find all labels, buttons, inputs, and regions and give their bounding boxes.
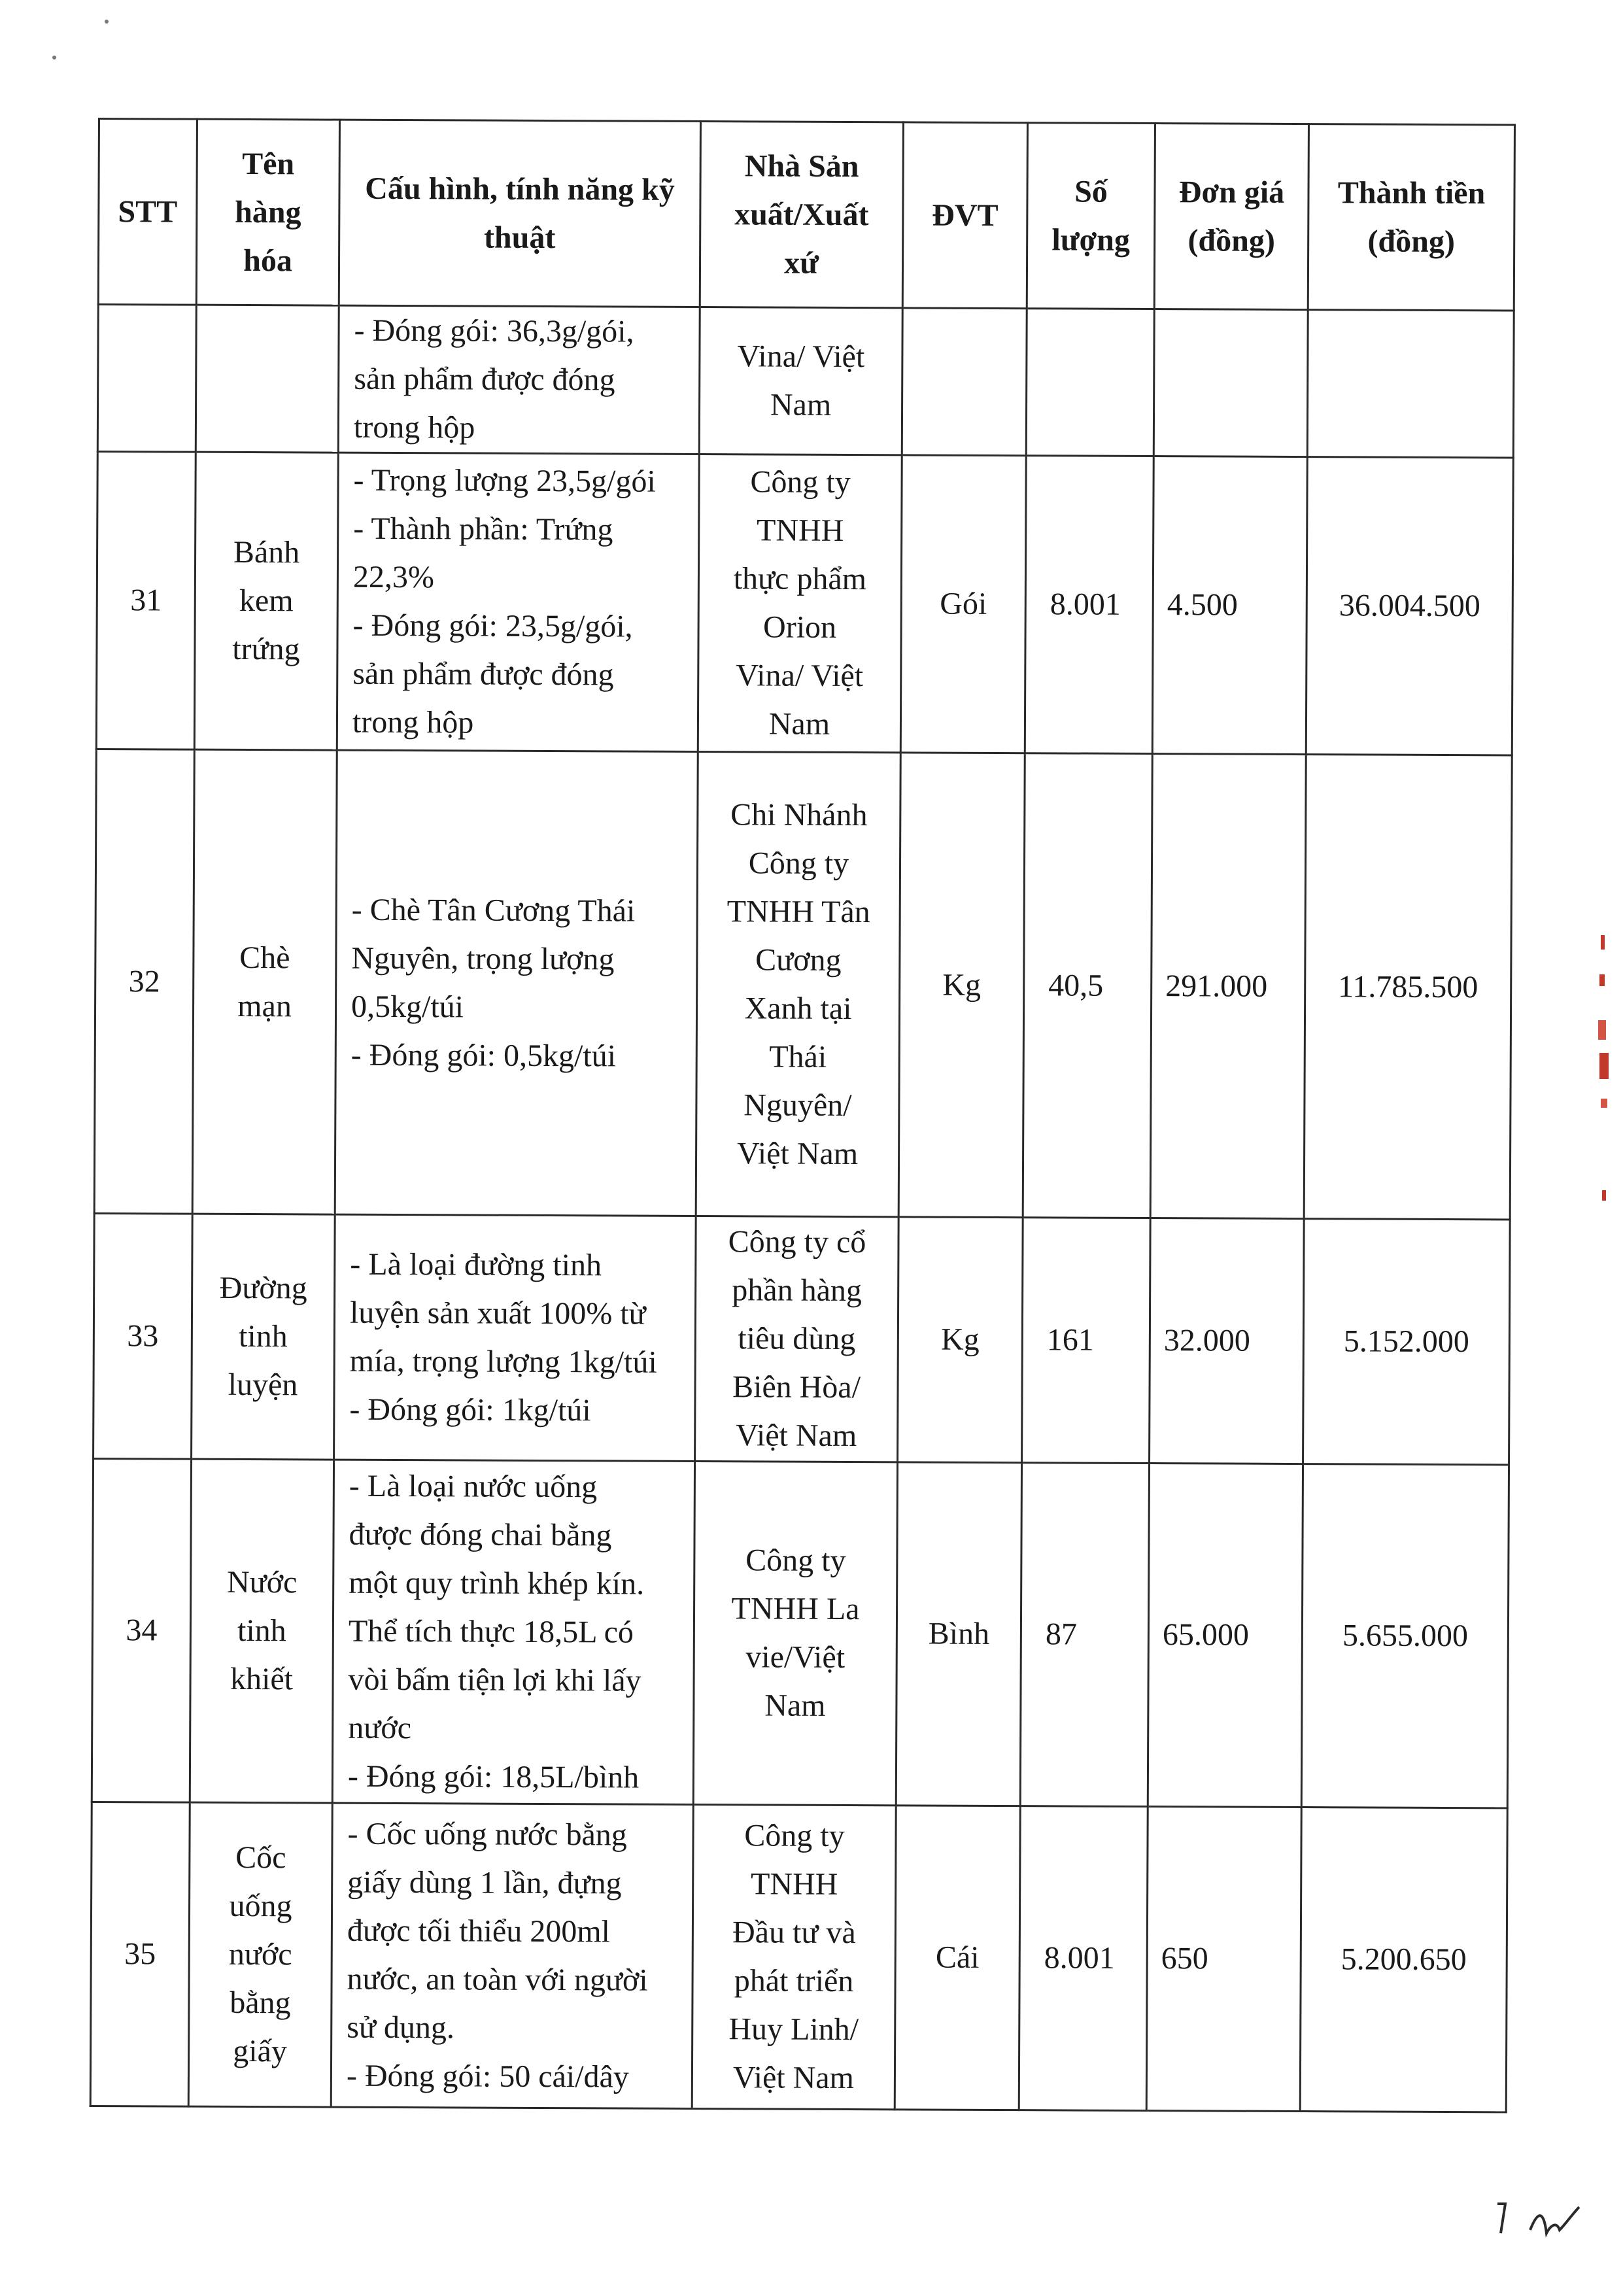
- cell-text-line: Chi Nhánh: [730, 797, 868, 832]
- cell-text-line: - Thành phần: Trứng: [353, 511, 613, 547]
- header-unit-price: [1154, 124, 1308, 310]
- cell-specification: [332, 1460, 694, 1804]
- header-name: [196, 119, 339, 305]
- cell-stt: [97, 305, 196, 453]
- table-body: [90, 305, 1514, 2112]
- cell-text-line: trứng: [232, 631, 300, 667]
- header-manufacturer: [700, 122, 903, 308]
- cell-total: 11.785.500: [1304, 755, 1512, 1220]
- cell-text-line: Thái: [769, 1038, 827, 1074]
- cell-text-line: Công ty: [750, 464, 851, 500]
- cell-text-line: Nguyên/: [743, 1087, 852, 1123]
- cell-text-line: được tối thiểu 200ml: [347, 1913, 611, 1949]
- header-text: (đồng): [1187, 222, 1275, 258]
- cell-manufacturer: [693, 1462, 897, 1806]
- cell-text-line: nước: [348, 1710, 412, 1746]
- cell-manufacturer: [699, 307, 902, 455]
- header-text: lượng: [1051, 222, 1131, 258]
- table-header-row: [98, 119, 1514, 311]
- cell-text-line: Huy Linh/: [728, 2012, 859, 2048]
- cell-stt: 34: [92, 1458, 191, 1802]
- cell-unit: Cái: [895, 1806, 1020, 2110]
- cell-text-line: vòi bấm tiện lợi khi lấy: [348, 1662, 641, 1698]
- header-text: hàng: [235, 194, 301, 230]
- table-row: [94, 1213, 1511, 1464]
- cell-text-line: sản phẩm được đóng: [354, 361, 615, 398]
- cell-unit-price: 650: [1146, 1807, 1301, 2112]
- cell-text-line: - Là loại đường tinh: [350, 1246, 602, 1283]
- table-row: [94, 749, 1512, 1219]
- cell-text-line: Chè: [239, 940, 290, 975]
- cell-quantity: 40,5: [1023, 753, 1152, 1218]
- cell-item-name: [196, 305, 339, 453]
- cell-text-line: Thể tích thực 18,5L có: [348, 1613, 634, 1650]
- header-text: Thành tiền: [1337, 175, 1486, 211]
- table-row: [90, 1802, 1507, 2112]
- cell-text-line: vie/Việt: [745, 1639, 846, 1675]
- initials-signature: [1491, 2194, 1589, 2255]
- goods-table: [90, 118, 1516, 2113]
- cell-text-line: thực phẩm: [733, 561, 867, 597]
- header-quantity: [1027, 123, 1155, 309]
- cell-unit-price: 32.000: [1150, 1218, 1305, 1464]
- cell-manufacturer: [698, 454, 902, 753]
- header-text: Tên: [242, 146, 295, 181]
- cell-text-line: luyện: [228, 1367, 298, 1403]
- table-row: [92, 1458, 1509, 1808]
- cell-text-line: Công ty: [744, 1818, 845, 1854]
- cell-text-line: kem: [239, 583, 294, 619]
- cell-text-line: Đường: [219, 1270, 307, 1306]
- cell-unit-price: 65.000: [1148, 1464, 1303, 1808]
- cell-quantity: 8.001: [1025, 456, 1153, 754]
- header-total: [1308, 124, 1514, 311]
- cell-text-line: Nam: [770, 387, 832, 422]
- header-text: Nhà Sản: [744, 148, 859, 184]
- cell-text-line: Việt Nam: [736, 1135, 859, 1171]
- cell-item-name: [194, 452, 338, 750]
- cell-text-line: tinh: [238, 1318, 288, 1354]
- table-row: [96, 452, 1513, 755]
- cell-unit: [902, 308, 1027, 456]
- header-text: Số: [1074, 174, 1108, 209]
- cell-text-line: - Đóng gói: 50 cái/dây: [346, 2058, 629, 2095]
- cell-text-line: giấy dùng 1 lần, đựng: [347, 1864, 622, 1901]
- cell-text-line: Orion: [762, 609, 837, 645]
- cell-item-name: [190, 1459, 333, 1803]
- cell-stt: 33: [94, 1213, 193, 1459]
- cell-text-line: TNHH Tân: [726, 893, 870, 929]
- cell-text-line: trong hộp: [352, 704, 474, 740]
- cell-text-line: Biên Hòa/: [732, 1369, 861, 1405]
- cell-text-line: uống: [229, 1888, 292, 1924]
- cell-quantity: 161: [1022, 1218, 1151, 1464]
- cell-text-line: được đóng chai bằng: [349, 1516, 612, 1553]
- cell-unit: Bình: [896, 1462, 1021, 1806]
- cell-text-line: Cương: [755, 942, 842, 978]
- cell-item-name: [192, 1214, 335, 1460]
- cell-total: 5.655.000: [1301, 1464, 1509, 1808]
- cell-quantity: [1026, 309, 1154, 456]
- cell-text-line: Nguyên, trọng lượng: [351, 940, 615, 976]
- cell-specification: [331, 1803, 693, 2108]
- cell-stt: 35: [90, 1802, 190, 2106]
- header-stt: [98, 119, 197, 305]
- cell-text-line: mạn: [237, 988, 292, 1023]
- cell-stt: 31: [96, 452, 196, 750]
- cell-text-line: sản phẩm được đóng: [352, 656, 614, 693]
- cell-unit-price: 4.500: [1152, 456, 1307, 755]
- cell-specification: [334, 1214, 696, 1461]
- cell-text-line: Bánh: [233, 534, 300, 570]
- cell-text-line: - Đóng gói: 1kg/túi: [349, 1392, 591, 1428]
- cell-text-line: Vina/ Việt: [737, 339, 865, 375]
- cell-item-name: [192, 749, 337, 1214]
- cell-text-line: nước, an toàn với người: [347, 1961, 648, 1998]
- cell-total: 5.200.650: [1300, 1808, 1507, 2112]
- header-text: (đồng): [1367, 223, 1455, 259]
- cell-text-line: - Đóng gói: 0,5kg/túi: [350, 1037, 617, 1073]
- cell-unit: Gói: [900, 455, 1026, 753]
- cell-text-line: - Đóng gói: 23,5g/gói,: [352, 608, 633, 644]
- cell-text-line: sử dụng.: [347, 2010, 455, 2046]
- cell-text-line: Nước: [226, 1564, 298, 1600]
- cell-text-line: khiết: [230, 1661, 294, 1697]
- header-text: xuất/Xuất: [734, 196, 869, 232]
- cell-item-name: [188, 1802, 332, 2107]
- scan-speck: [52, 56, 56, 60]
- cell-unit-price: 291.000: [1150, 754, 1306, 1219]
- cell-text-line: 0,5kg/túi: [350, 989, 464, 1024]
- cell-text-line: 22,3%: [352, 559, 435, 595]
- header-text: Đơn giá: [1178, 174, 1285, 210]
- cell-text-line: Nam: [764, 1688, 826, 1723]
- cell-unit: Kg: [898, 1217, 1023, 1463]
- cell-text-line: giấy: [233, 2033, 288, 2069]
- cell-text-line: Công ty: [745, 1543, 846, 1579]
- cell-unit: Kg: [898, 753, 1025, 1218]
- cell-text-line: Công ty: [748, 845, 849, 881]
- cell-quantity: 87: [1020, 1463, 1149, 1807]
- header-text: STT: [118, 194, 178, 230]
- header-text: xứ: [784, 245, 819, 281]
- cell-total: [1307, 310, 1514, 458]
- cell-text-line: - Cốc uống nước bằng: [347, 1816, 627, 1853]
- cell-specification: [335, 750, 698, 1216]
- cell-text-line: Vina/ Việt: [736, 658, 864, 694]
- cell-manufacturer: [695, 1216, 899, 1462]
- cell-manufacturer: [692, 1804, 896, 2109]
- cell-total: 5.152.000: [1303, 1219, 1511, 1465]
- cell-text-line: trong hộp: [353, 409, 475, 445]
- cell-text-line: - Đóng gói: 18,5L/bình: [347, 1758, 640, 1795]
- cell-text-line: bằng: [230, 1985, 291, 2021]
- header-unit: [902, 122, 1027, 309]
- cell-text-line: Việt Nam: [736, 1418, 857, 1454]
- cell-text-line: - Đóng gói: 36,3g/gói,: [354, 313, 634, 349]
- cell-text-line: Xanh tại: [744, 990, 852, 1026]
- cell-text-line: tinh: [237, 1613, 286, 1649]
- cell-text-line: TNHH La: [731, 1591, 860, 1627]
- cell-text-line: TNHH: [756, 513, 844, 548]
- cell-text-line: phần hàng: [732, 1273, 863, 1309]
- cell-text-line: một quy trình khép kín.: [349, 1565, 645, 1602]
- cell-text-line: Việt Nam: [732, 2060, 855, 2096]
- cell-unit-price: [1153, 309, 1308, 457]
- cell-text-line: Công ty cổ: [728, 1224, 866, 1260]
- header-text: Cấu hình, tính năng kỹ: [365, 171, 675, 207]
- cell-text-line: tiêu dùng: [738, 1321, 856, 1357]
- cell-stt: 32: [94, 749, 194, 1214]
- cell-text-line: nước: [228, 1936, 292, 1972]
- header-text: thuật: [483, 220, 556, 255]
- cell-text-line: luyện sản xuất 100% từ: [349, 1295, 646, 1331]
- cell-text-line: Cốc: [235, 1840, 286, 1876]
- header-text: ĐVT: [932, 197, 999, 233]
- cell-text-line: - Là loại nước uống: [349, 1468, 598, 1505]
- cell-quantity: 8.001: [1019, 1806, 1148, 2111]
- cell-specification: [338, 305, 700, 454]
- scan-speck: [105, 20, 109, 24]
- cell-text-line: - Chè Tân Cương Thái: [351, 892, 636, 929]
- cell-text-line: Nam: [768, 706, 830, 742]
- header-text: hóa: [243, 243, 293, 278]
- cell-text-line: mía, trọng lượng 1kg/túi: [349, 1343, 657, 1380]
- cell-manufacturer: [696, 752, 900, 1217]
- cell-text-line: TNHH: [750, 1866, 838, 1902]
- table-row: [97, 305, 1514, 458]
- cell-specification: [337, 453, 699, 751]
- cell-text-line: phát triển: [734, 1963, 854, 1999]
- header-spec: [339, 120, 700, 307]
- red-stamp-mark: [1596, 929, 1615, 1210]
- cell-text-line: - Trọng lượng 23,5g/gói: [353, 462, 656, 499]
- cell-total: 36.004.500: [1306, 457, 1513, 755]
- cell-text-line: Đầu tư và: [732, 1915, 856, 1951]
